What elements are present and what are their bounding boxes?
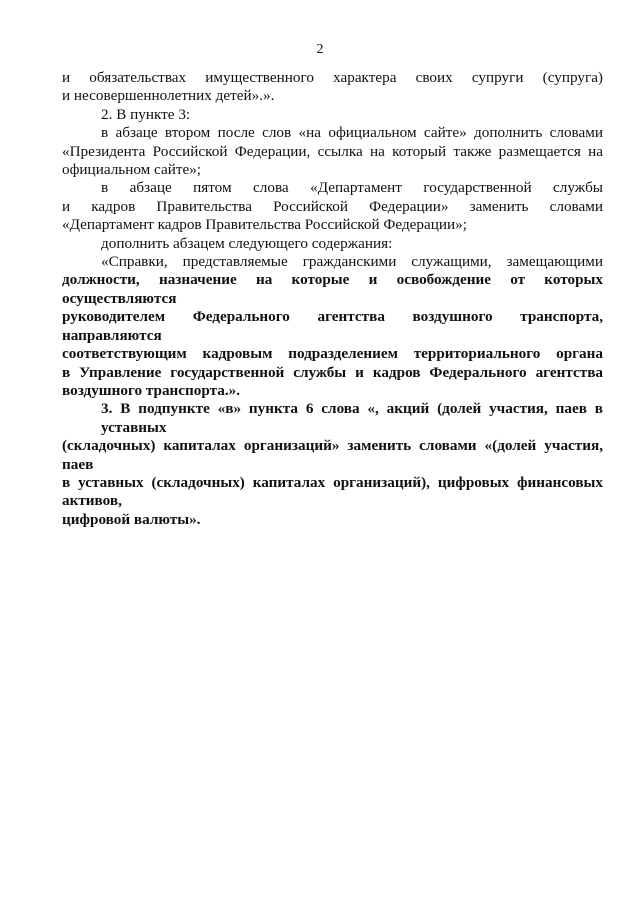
- text-line: дополнить абзацем следующего содержания:: [101, 234, 393, 252]
- text-line: воздушного транспорта.».: [62, 381, 241, 399]
- text-line: (складочных) капиталах организаций» заменить словами «(долей участия, паев: [62, 437, 603, 473]
- text-line: в абзаце втором после слов «на официальном сайте» дополнить словами: [101, 124, 603, 142]
- text-line: и несовершеннолетних детей».».: [62, 87, 275, 105]
- text-line: в уставных (складочных) капиталах организаций), цифровых финансовых активов,: [62, 473, 603, 510]
- text-line: «Справки, представляемые гражданскими служащими, замещающими: [101, 253, 603, 271]
- text-line: официальном сайте»;: [62, 161, 202, 179]
- text-line: руководителем Федерального агентства воздушного транспорта, направляются: [62, 308, 603, 344]
- text-line: «Президента Российской Федерации, ссылка на который также размещается на: [62, 142, 603, 160]
- text-line: 3. В подпункте «в» пункта 6 слова «, акций (долей участия, паев в уставных: [101, 400, 603, 436]
- text-line: «Департамент кадров Правительства Российской Федерации»;: [62, 216, 467, 234]
- text-line: в абзаце пятом слова «Департамент государственной службы: [101, 179, 603, 197]
- text-line: соответствующим кадровым подразделением территориального органа: [62, 345, 603, 363]
- text-line: цифровой валюты».: [62, 510, 201, 528]
- text-line: и обязательствах имущественного характера своих супруги (супруга): [62, 69, 603, 86]
- page-number: 2: [316, 42, 324, 57]
- text-line: должности, назначение на которые и освобождение от которых осуществляются: [62, 271, 603, 307]
- text-line: 2. В пункте 3:: [101, 105, 191, 123]
- text-line: и кадров Правительства Российской Федерации» заменить словами: [62, 197, 603, 215]
- text-line: в Управление государственной службы и кадров Федерального агентства: [62, 363, 603, 381]
- document-body: [62, 69, 603, 529]
